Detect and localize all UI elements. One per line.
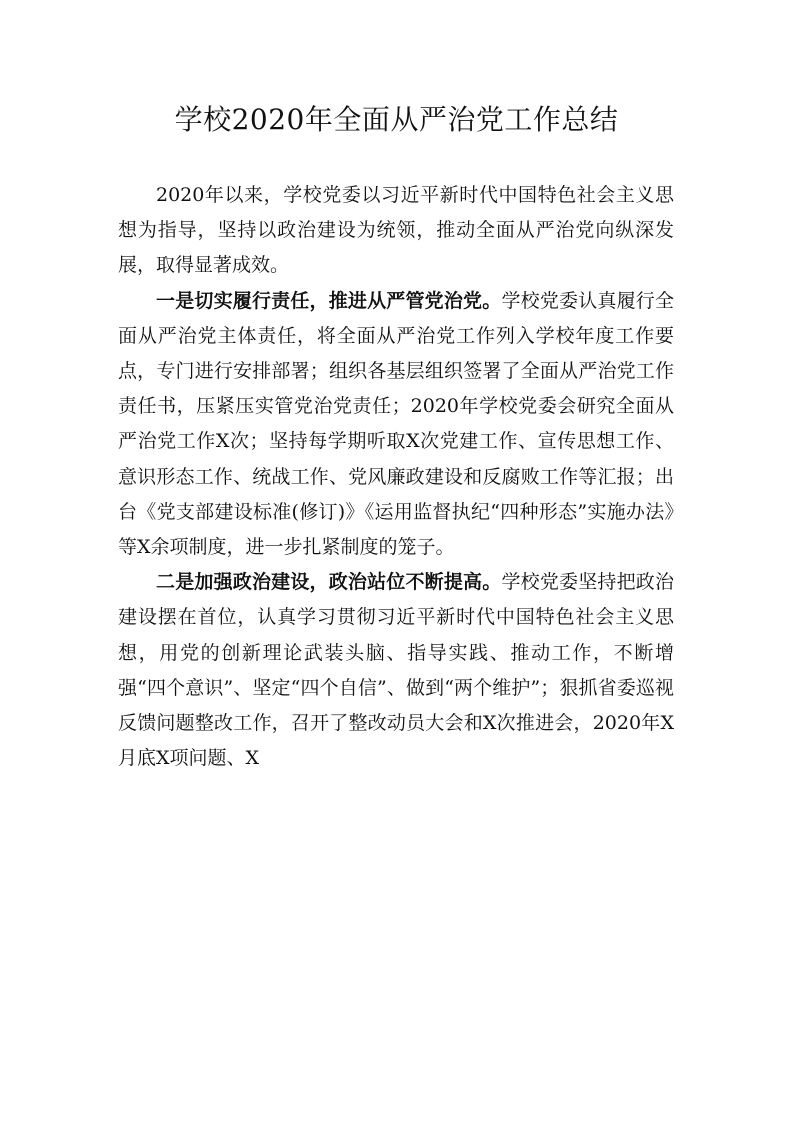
paragraph-responsibility — [118, 284, 674, 566]
paragraph-intro-text: 2020年以来，学校党委以习近平新时代中国特色社会主义思想为指导，坚持以政治建设为统领，推动全面从严治党向纵深发展，取得显著成效。 — [118, 184, 674, 277]
paragraph-political-building — [118, 565, 674, 776]
paragraph-responsibility-heading: 一是切实履行责任，推进从严管党治党。 — [156, 289, 502, 312]
paragraph-responsibility-text: 学校党委认真履行全面从严治党主体责任，将全面从严治党工作列入学校年度工作要点，专门进行安排部署；组织各基层组织签署了全面从严治党工作责任书，压紧压实管党治党责任；2020年学校党委会研究全面从严治党工作X次；坚持每学期听取X次党建工作、宣传思想工作、意识形态工作、统战工作、党风廉政建设和反腐败工作等汇报；出台《党支部建设标准(修订)》《运用监督执纪“四种形态”实施办法》等X余项制度，进一步扎紧制度的笼子。 — [118, 289, 674, 559]
document-title: 学校2020年全面从严治党工作总结 — [174, 103, 619, 136]
paragraph-political-building-text: 学校党委坚持把政治建设摆在首位，认真学习贯彻习近平新时代中国特色社会主义思想，用党的创新理论武装头脑、指导实践、推动工作，不断增强“四个意识”、坚定“四个自信”、做到“两个维护”；狠抓省委巡视反馈问题整改工作，召开了整改动员大会和X次推进会，2020年X月底X项问题、X — [118, 571, 674, 770]
document-body — [118, 178, 674, 776]
paragraph-intro — [118, 178, 674, 284]
paragraph-political-building-heading: 二是加强政治建设，政治站位不断提高。 — [156, 571, 502, 594]
